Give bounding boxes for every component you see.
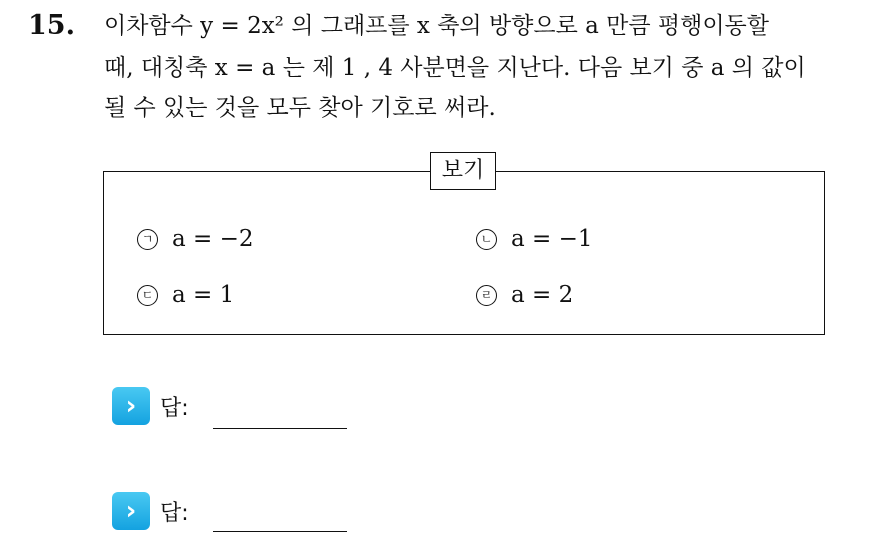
example-box [103, 171, 825, 335]
chevron-right-icon: › [112, 492, 150, 530]
answer-row-1 [112, 387, 189, 425]
option-text: a = 1 [172, 282, 235, 308]
option-symbol: ㄱ [137, 229, 158, 250]
option-1 [137, 226, 254, 252]
question-line-3: 될 수 있는 것을 모두 찾아 기호로 써라. [104, 95, 496, 121]
option-3 [137, 282, 234, 308]
answer-blank-2[interactable] [213, 531, 347, 532]
answer-label: 답: [160, 500, 189, 526]
question-line-1: 이차함수 y = 2x² 의 그래프를 x 축의 방향으로 a 만큼 평행이동할 [104, 13, 769, 39]
option-2 [476, 226, 593, 252]
answer-blank-1[interactable] [213, 428, 347, 429]
option-symbol: ㄹ [476, 285, 497, 306]
answer-label: 답: [160, 395, 189, 421]
question-line-2: 때, 대칭축 x = a 는 제 1 , 4 사분면을 지난다. 다음 보기 중 a 의 값이 [104, 55, 806, 81]
option-4 [476, 282, 573, 308]
option-symbol: ㄷ [137, 285, 158, 306]
answer-row-2 [112, 492, 189, 530]
option-text: a = −2 [172, 226, 254, 252]
option-symbol: ㄴ [476, 229, 497, 250]
example-box-title: 보기 [430, 152, 496, 190]
option-text: a = 2 [511, 282, 574, 308]
option-text: a = −1 [511, 226, 593, 252]
question-number: 15. [28, 10, 75, 41]
chevron-right-icon: › [112, 387, 150, 425]
